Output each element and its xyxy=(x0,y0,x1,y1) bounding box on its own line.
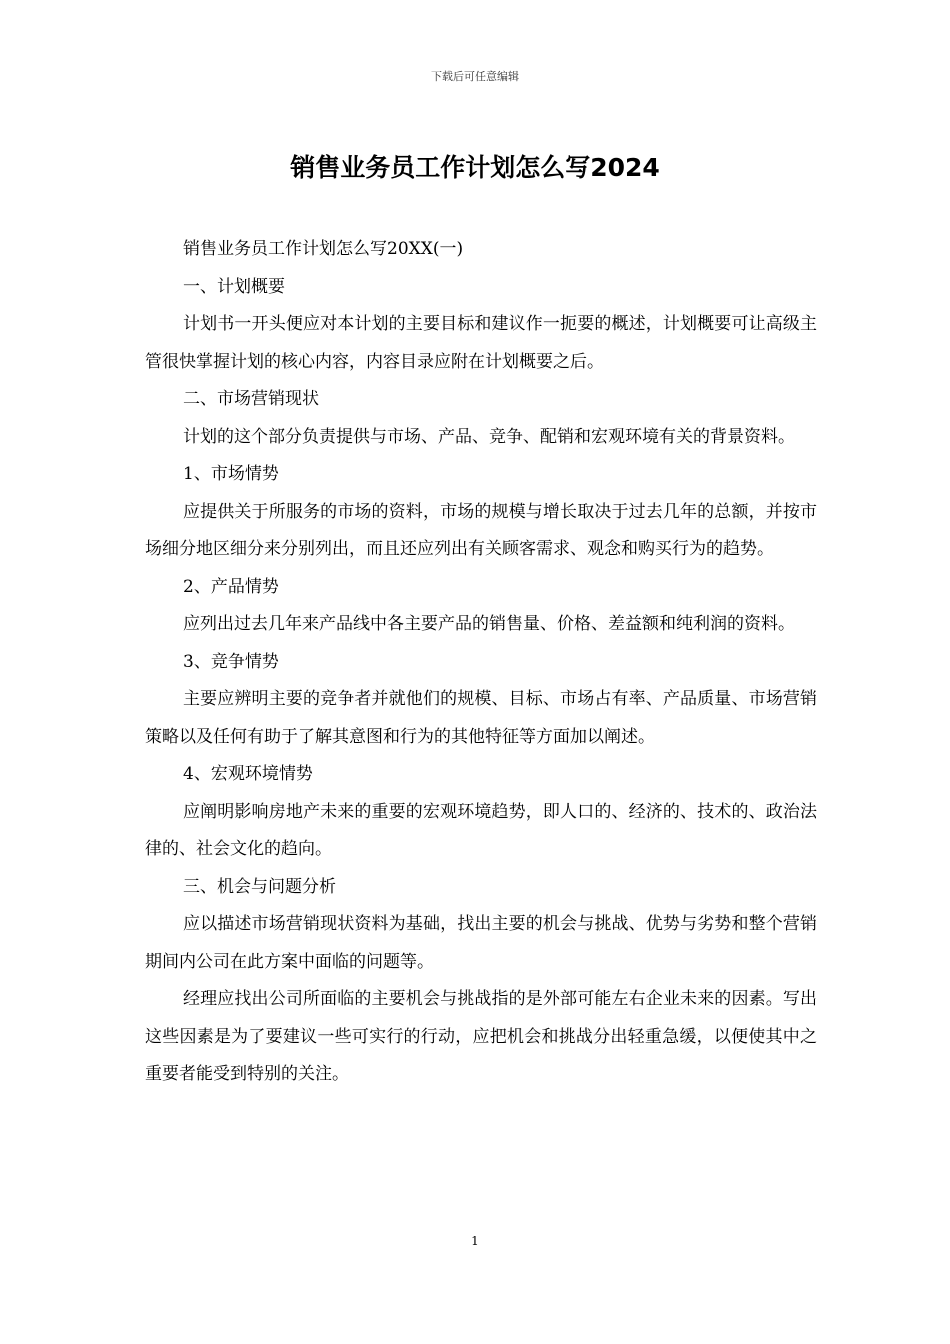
document-title: 销售业务员工作计划怎么写2024 xyxy=(290,153,660,182)
subsection-heading: 3、竞争情势 xyxy=(183,651,279,672)
section-title: 销售业务员工作计划怎么写20XX(一) xyxy=(183,239,464,259)
section-heading: 二、市场营销现状 xyxy=(183,389,319,409)
body-paragraph: 应提供关于所服务的市场的资料，市场的规模与增长取决于过去几年的总额，并按市场细分地区细分来分别列出，而且还应列出有关顾客需求、观念和购买行为的趋势。 xyxy=(145,501,817,559)
body-paragraph: 经理应找出公司所面临的主要机会与挑战指的是外部可能左右企业未来的因素。写出这些因素是为了要建议一些可实行的行动，应把机会和挑战分出轻重急缓，以便使其中之重要者能受到特别的关注。 xyxy=(145,989,817,1084)
subsection-heading: 1、市场情势 xyxy=(183,464,279,484)
body-paragraph: 计划的这个部分负责提供与市场、产品、竞争、配销和宏观环境有关的背景资料。 xyxy=(183,426,795,447)
subsection-heading: 2、产品情势 xyxy=(183,576,279,597)
section-heading: 三、机会与问题分析 xyxy=(183,876,336,897)
body-paragraph: 主要应辨明主要的竞争者并就他们的规模、目标、市场占有率、产品质量、市场营销策略以及任何有助于了解其意图和行为的其他特征等方面加以阐述。 xyxy=(145,689,817,747)
body-paragraph: 计划书一开头便应对本计划的主要目标和建议作一扼要的概述，计划概要可让高级主管很快掌握计划的核心内容，内容目录应附在计划概要之后。 xyxy=(145,314,817,372)
document-body xyxy=(145,231,817,1094)
header-note: 下载后可任意编辑 xyxy=(431,70,519,83)
page-number: 1 xyxy=(471,1234,479,1248)
body-paragraph: 应以描述市场营销现状资料为基础，找出主要的机会与挑战、优势与劣势和整个营销期间内公司在此方案中面临的问题等。 xyxy=(145,914,817,972)
subsection-heading: 4、宏观环境情势 xyxy=(183,764,313,784)
body-paragraph: 应列出过去几年来产品线中各主要产品的销售量、价格、差益额和纯利润的资料。 xyxy=(183,614,795,634)
section-heading: 一、计划概要 xyxy=(183,276,285,297)
body-paragraph: 应阐明影响房地产未来的重要的宏观环境趋势，即人口的、经济的、技术的、政治法律的、社会文化的趋向。 xyxy=(145,801,817,859)
